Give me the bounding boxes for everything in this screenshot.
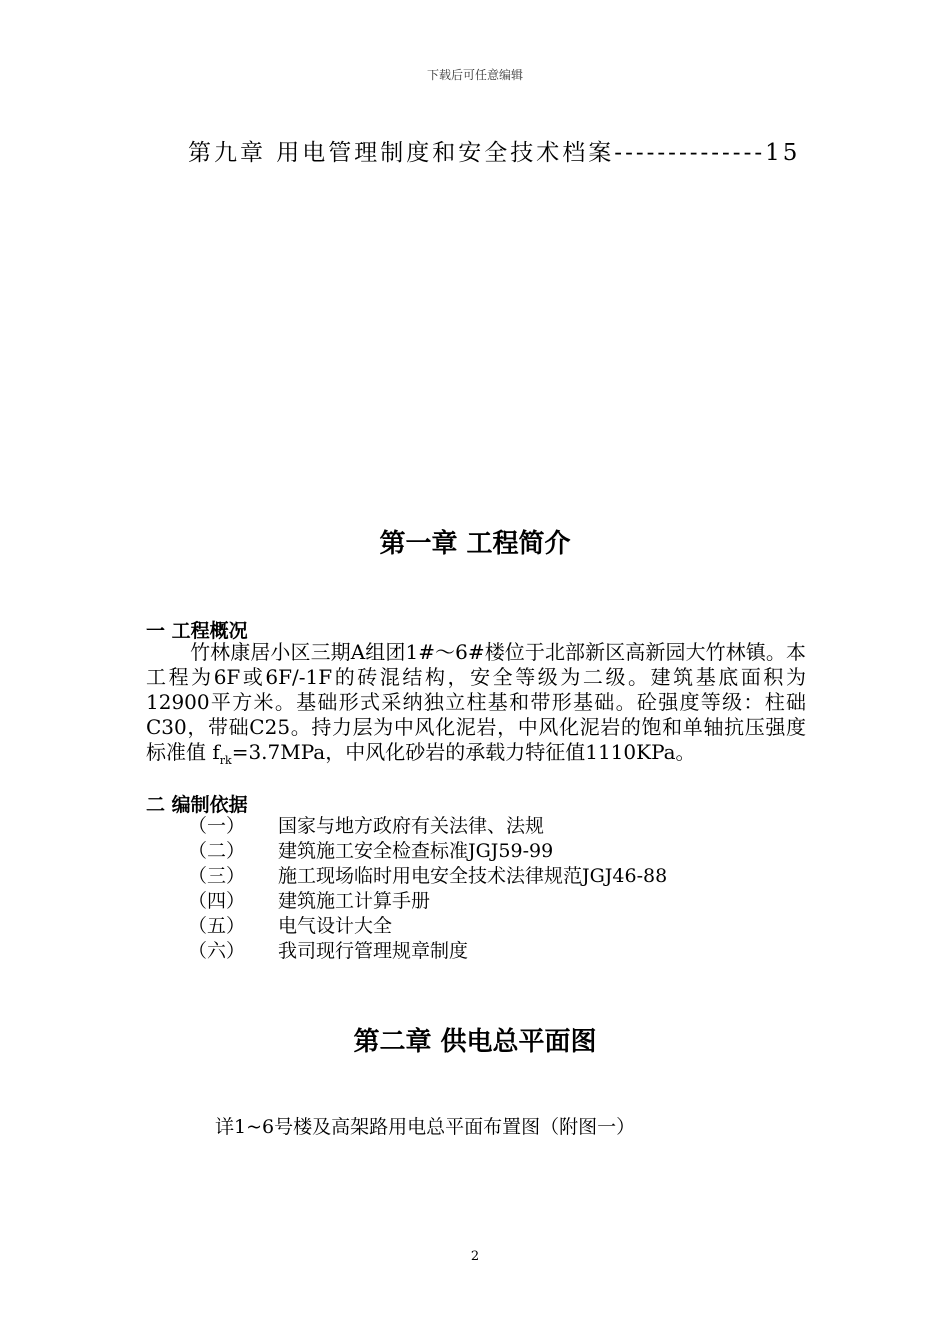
list-item-number: （四） xyxy=(188,890,246,912)
list-item-text: 电气设计大全 xyxy=(278,915,393,937)
chapter2-title: 第二章 供电总平面图 xyxy=(353,1027,597,1057)
overview-text-part2: =3.7MPa，中风化砂岩的承载力特征值1110KPa。 xyxy=(231,740,696,764)
page-number: 2 xyxy=(470,1249,480,1264)
list-item xyxy=(188,839,667,864)
section1-heading: 一 工程概况 xyxy=(146,620,248,642)
list-item xyxy=(188,914,667,939)
list-item-number: （五） xyxy=(188,915,246,937)
list-item-text: 施工现场临时用电安全技术法律规范JGJ46-88 xyxy=(278,865,668,887)
list-item xyxy=(188,889,667,914)
list-item-number: （二） xyxy=(188,840,246,862)
list-item-number: （六） xyxy=(188,940,246,962)
list-item-number: （三） xyxy=(188,865,246,887)
toc-entry-chapter9: 第九章 用电管理制度和安全技术档案--------------15 xyxy=(188,140,801,166)
list-item-text: 建筑施工安全检查标准JGJ59-99 xyxy=(278,840,554,862)
basis-list xyxy=(188,814,667,964)
list-item-text: 我司现行管理规章制度 xyxy=(278,940,469,962)
chapter1-title: 第一章 工程简介 xyxy=(379,529,571,559)
list-item-text: 建筑施工计算手册 xyxy=(278,890,431,912)
overview-text-part1: 竹林康居小区三期A组团1#～6#楼位于北部新区高新园大竹林镇。本工程为6F或6F/-1F的砖混结构，安全等级为二级。建筑基底面积为 12900平方米。基础形式采纳独立柱基和带形基础。砼强度等级：柱础C30，带础C25。持力层为中风化泥岩，中风化泥岩的饱和单轴抗压强度标准值 f xyxy=(146,640,806,764)
layout-drawing-reference: 详1~6号楼及高架路用电总平面布置图（附图一） xyxy=(215,1116,636,1138)
list-item xyxy=(188,814,667,839)
overview-subscript: rk xyxy=(219,754,232,767)
list-item-text: 国家与地方政府有关法律、法规 xyxy=(278,815,545,837)
list-item xyxy=(188,864,667,889)
page-header-note: 下载后可任意编辑 xyxy=(426,68,523,82)
list-item xyxy=(188,939,667,964)
list-item-number: （一） xyxy=(188,815,246,837)
section2-heading: 二 编制依据 xyxy=(146,794,248,816)
project-overview-paragraph xyxy=(146,640,806,773)
